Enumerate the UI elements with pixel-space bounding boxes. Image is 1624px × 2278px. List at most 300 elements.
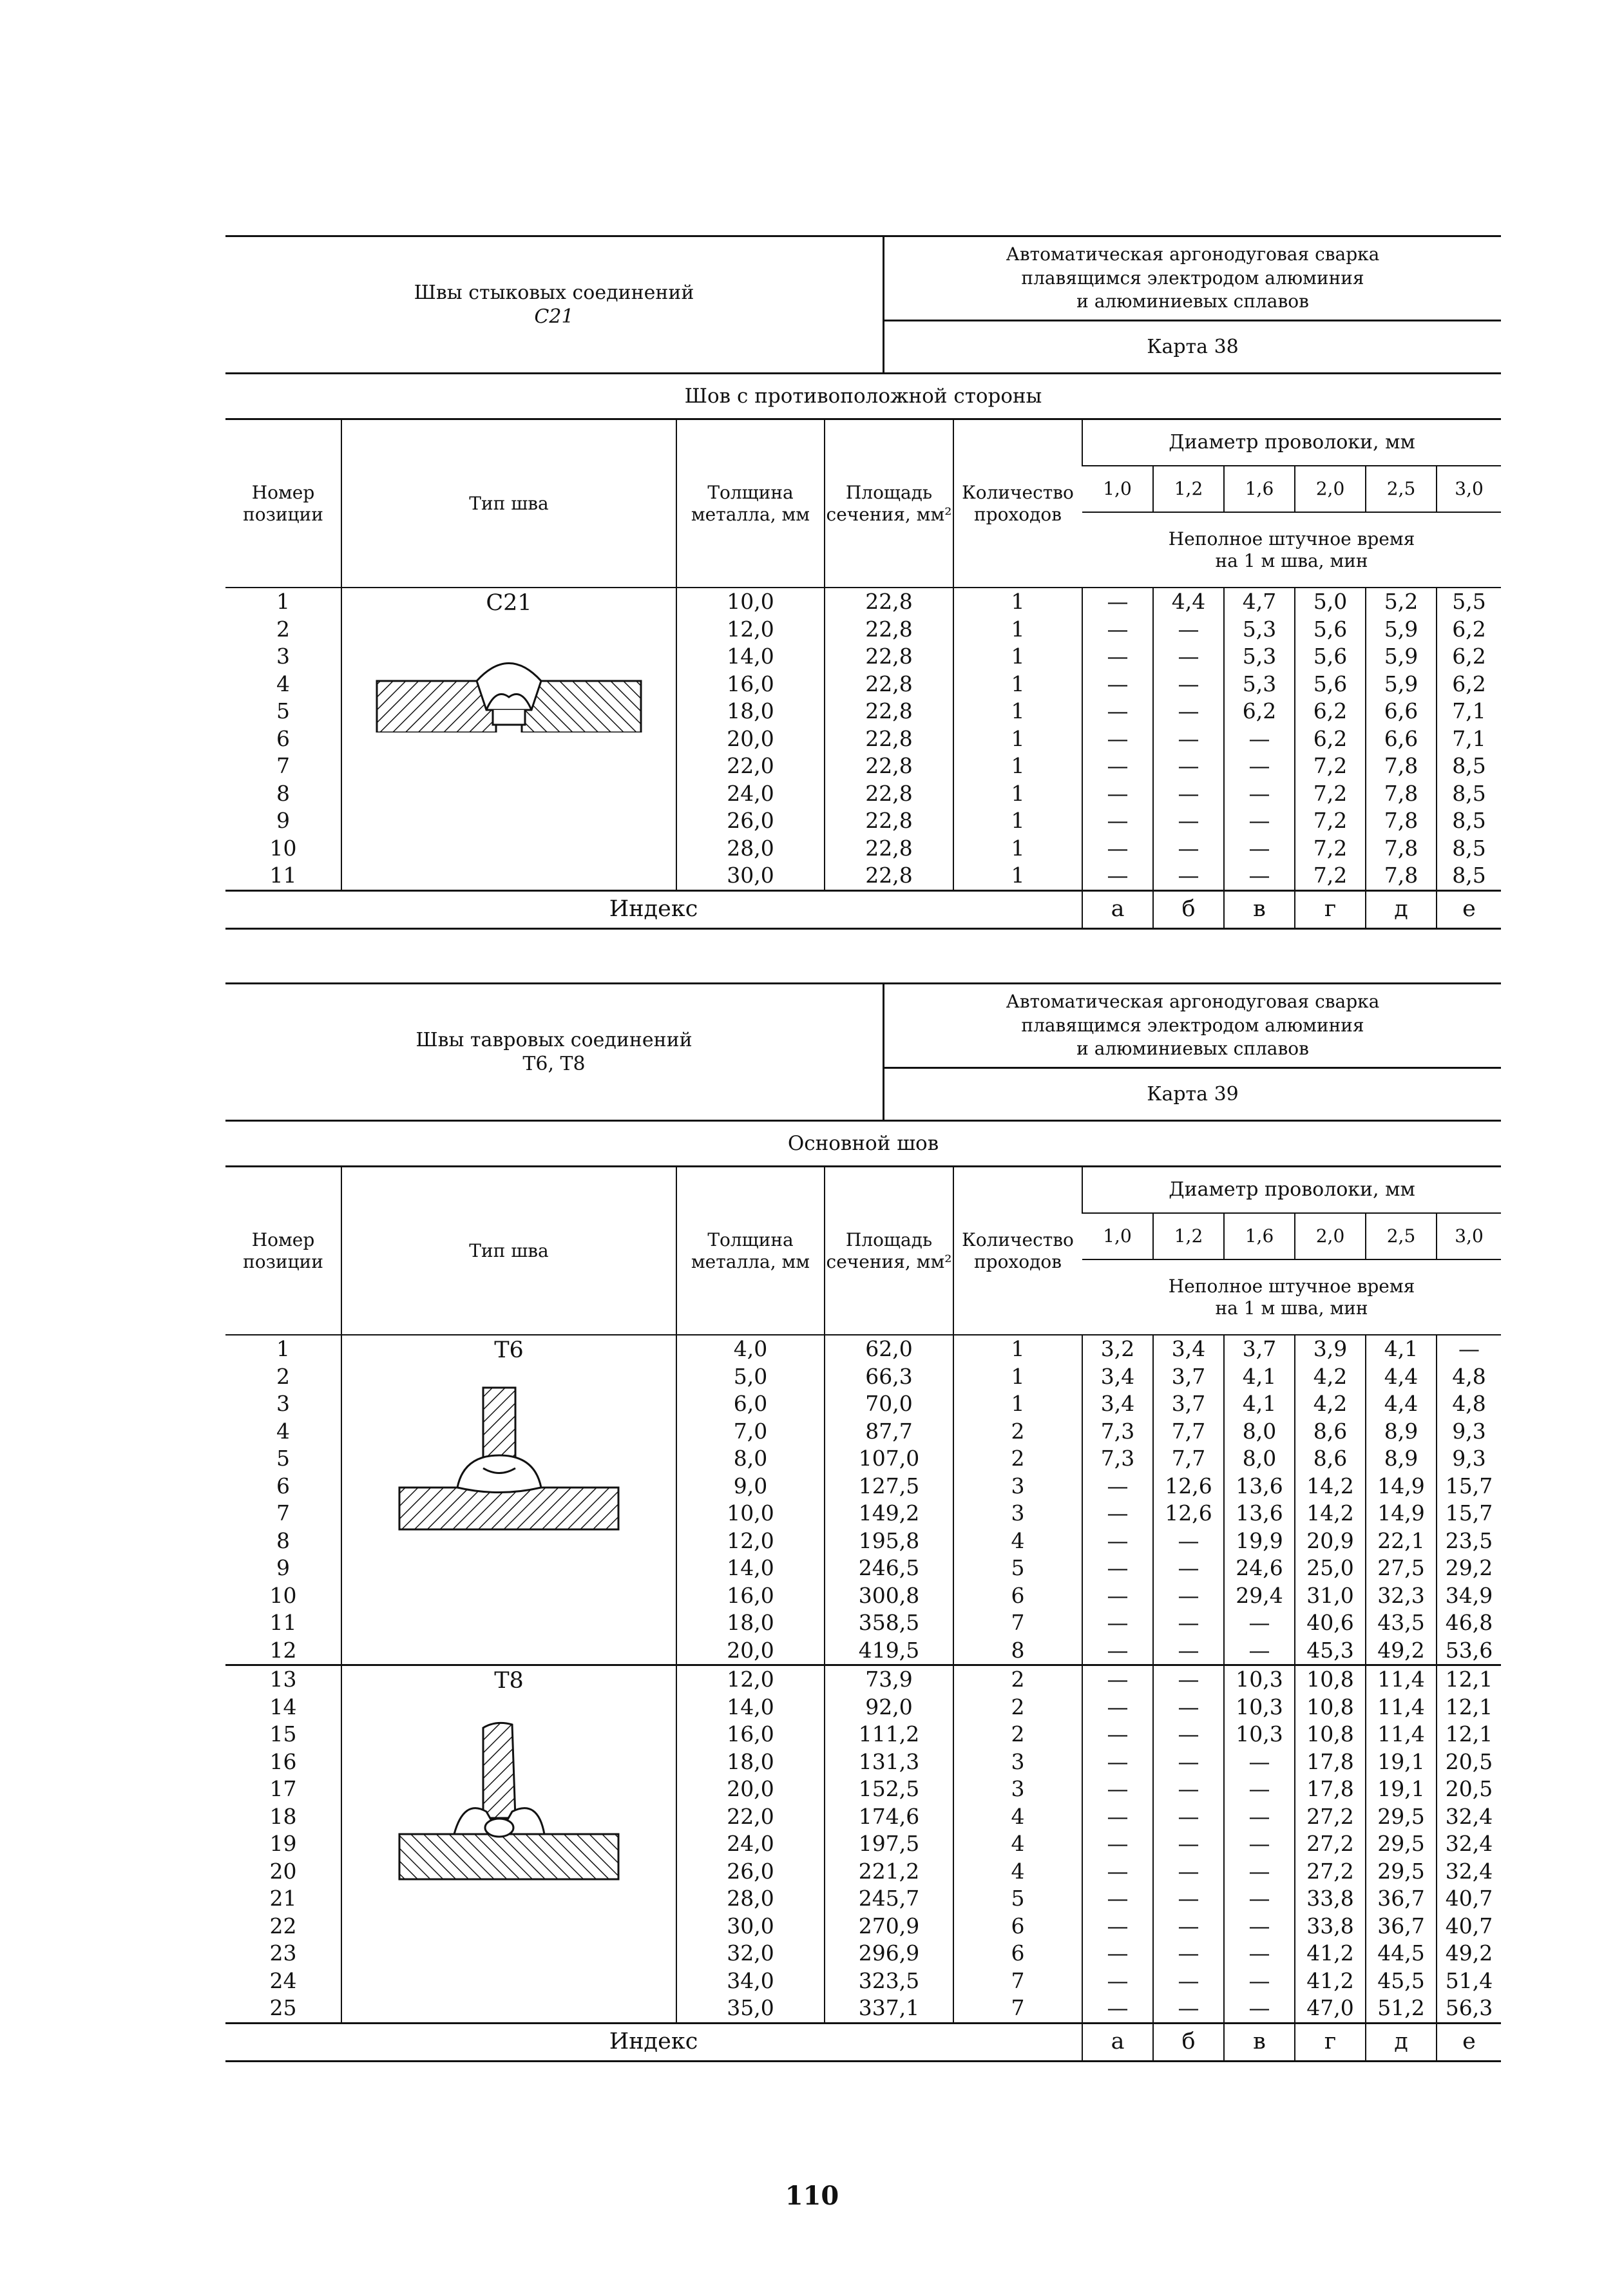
time-d3-0-cell: 32,4: [1437, 1803, 1501, 1831]
time-d2-5-cell: 22,1: [1366, 1527, 1437, 1555]
time-d1-0-cell: —: [1082, 752, 1153, 780]
card-38-rows: [225, 588, 1501, 928]
time-d1-2-cell: 7,7: [1153, 1445, 1224, 1473]
time-d1-2-cell: —: [1153, 835, 1224, 863]
time-d1-2-cell: 12,6: [1153, 1500, 1224, 1527]
time-d2-5-cell: 19,1: [1366, 1748, 1437, 1776]
index-cell: г: [1295, 890, 1366, 928]
card-39-rows: [225, 1335, 1501, 2061]
time-d1-6-cell: 8,0: [1224, 1418, 1295, 1446]
time-d2-0-cell: 41,2: [1295, 1967, 1366, 1995]
position-cell: 18: [269, 1803, 297, 1829]
time-d2-5-cell: 45,5: [1366, 1967, 1437, 1995]
time-d3-0-cell: 6,2: [1437, 616, 1501, 644]
area-cell: 107,0: [825, 1445, 953, 1473]
thickness-cell: 16,0: [676, 1721, 825, 1748]
position-cell: 2: [276, 616, 290, 642]
time-d1-2-cell: —: [1153, 1665, 1224, 1694]
time-d1-0-cell: —: [1082, 1665, 1153, 1694]
area-cell: 22,8: [825, 780, 953, 808]
time-d3-0-cell: 8,5: [1437, 835, 1501, 863]
time-d1-2-cell: —: [1153, 698, 1224, 725]
time-d1-2-cell: —: [1153, 1830, 1224, 1858]
time-d2-5-cell: 8,9: [1366, 1418, 1437, 1446]
position-cell: 9: [276, 1555, 290, 1580]
thickness-cell: 30,0: [676, 862, 825, 890]
time-d1-0-cell: 7,3: [1082, 1418, 1153, 1446]
tee-joint-t8-diagram: [393, 1715, 625, 1882]
thickness-cell: 14,0: [676, 1694, 825, 1721]
time-d2-0-cell: 27,2: [1295, 1858, 1366, 1886]
thickness-cell: 20,0: [676, 1637, 825, 1665]
time-d2-0-cell: 5,6: [1295, 616, 1366, 644]
time-d2-0-cell: 27,2: [1295, 1830, 1366, 1858]
time-d2-5-cell: 36,7: [1366, 1885, 1437, 1913]
col-area: Площадь сечения, мм²: [825, 1167, 953, 1335]
thickness-cell: 10,0: [676, 1500, 825, 1527]
time-d1-0-cell: —: [1082, 1694, 1153, 1721]
time-d1-2-cell: —: [1153, 807, 1224, 835]
time-d3-0-cell: 6,2: [1437, 671, 1501, 698]
time-d3-0-cell: 34,9: [1437, 1582, 1501, 1610]
passes-cell: 6: [953, 1940, 1082, 1967]
time-d2-5-cell: 32,3: [1366, 1582, 1437, 1610]
time-d1-6-cell: 10,3: [1224, 1665, 1295, 1694]
thickness-cell: 28,0: [676, 835, 825, 863]
area-cell: 221,2: [825, 1858, 953, 1886]
area-cell: 337,1: [825, 1995, 953, 2023]
passes-cell: 4: [953, 1527, 1082, 1555]
index-cell: а: [1082, 2023, 1153, 2061]
position-cell: 9: [276, 808, 290, 833]
time-d1-6-cell: 5,3: [1224, 643, 1295, 671]
card-38-header: [225, 235, 1501, 374]
thickness-cell: 22,0: [676, 752, 825, 780]
time-d3-0-cell: 7,1: [1437, 725, 1501, 753]
passes-cell: 2: [953, 1418, 1082, 1446]
time-d1-6-cell: 13,6: [1224, 1473, 1295, 1500]
passes-cell: 2: [953, 1445, 1082, 1473]
position-cell: 8: [276, 1527, 290, 1553]
position-cell: 10: [269, 835, 297, 861]
time-d1-6-cell: —: [1224, 780, 1295, 808]
passes-cell: 1: [953, 1390, 1082, 1418]
time-d1-6-cell: —: [1224, 1885, 1295, 1913]
area-cell: 419,5: [825, 1637, 953, 1665]
time-d2-0-cell: 5,6: [1295, 643, 1366, 671]
position-cell: 7: [276, 1500, 290, 1526]
time-d1-2-cell: 7,7: [1153, 1418, 1224, 1446]
area-cell: 195,8: [825, 1527, 953, 1555]
time-d1-2-cell: —: [1153, 1609, 1224, 1637]
joint-type-title: [225, 237, 884, 372]
time-d1-2-cell: —: [1153, 1913, 1224, 1940]
position-cell: 25: [269, 1995, 297, 2020]
seam-type-cell: [341, 588, 676, 890]
area-cell: 22,8: [825, 671, 953, 698]
position-cell: 14: [269, 1694, 297, 1719]
index-cell: б: [1153, 890, 1224, 928]
time-label: [1082, 1259, 1501, 1335]
time-d2-5-cell: 14,9: [1366, 1473, 1437, 1500]
time-d2-5-cell: 51,2: [1366, 1995, 1437, 2023]
area-cell: 87,7: [825, 1418, 953, 1446]
area-cell: 246,5: [825, 1555, 953, 1582]
index-row: [225, 2023, 1501, 2061]
col-passes: Количество проходов: [953, 420, 1082, 588]
time-label-line-2: на 1 м шва, мин: [1215, 1297, 1368, 1319]
col-seam-type: Тип шва: [341, 420, 676, 588]
thickness-cell: 16,0: [676, 1582, 825, 1610]
position-cell: 8: [276, 780, 290, 806]
card-39-table: [225, 1167, 1501, 2062]
index-cell: е: [1437, 2023, 1501, 2061]
time-d2-0-cell: 10,8: [1295, 1694, 1366, 1721]
time-d3-0-cell: 20,5: [1437, 1776, 1501, 1803]
seam-type-label: С21: [486, 590, 532, 616]
thickness-cell: 26,0: [676, 807, 825, 835]
time-d3-0-cell: 7,1: [1437, 698, 1501, 725]
seam-type-cell: [341, 1335, 676, 1665]
area-cell: 92,0: [825, 1694, 953, 1721]
thickness-cell: 18,0: [676, 1748, 825, 1776]
time-d1-2-cell: 12,6: [1153, 1473, 1224, 1500]
time-d2-0-cell: 7,2: [1295, 780, 1366, 808]
time-d3-0-cell: 51,4: [1437, 1967, 1501, 1995]
time-d1-0-cell: —: [1082, 1830, 1153, 1858]
time-d1-6-cell: —: [1224, 1776, 1295, 1803]
time-d1-0-cell: —: [1082, 1748, 1153, 1776]
time-d3-0-cell: 8,5: [1437, 807, 1501, 835]
col-seam-type: Тип шва: [341, 1167, 676, 1335]
joint-code: С21: [534, 305, 574, 328]
thickness-cell: 7,0: [676, 1418, 825, 1446]
time-d2-5-cell: 4,4: [1366, 1390, 1437, 1418]
time-d3-0-cell: 9,3: [1437, 1418, 1501, 1446]
area-cell: 131,3: [825, 1748, 953, 1776]
passes-cell: 1: [953, 725, 1082, 753]
time-d2-5-cell: 27,5: [1366, 1555, 1437, 1582]
passes-cell: 1: [953, 588, 1082, 616]
col-position: Номер позиции: [225, 1167, 341, 1335]
time-d1-6-cell: 5,3: [1224, 616, 1295, 644]
time-d3-0-cell: 32,4: [1437, 1830, 1501, 1858]
time-d3-0-cell: 56,3: [1437, 1995, 1501, 2023]
thickness-cell: 14,0: [676, 643, 825, 671]
position-cell: 13: [225, 1665, 341, 1694]
thickness-cell: 12,0: [676, 1527, 825, 1555]
time-d1-2-cell: 3,4: [1153, 1335, 1224, 1363]
time-d2-0-cell: 6,2: [1295, 698, 1366, 725]
time-d1-6-cell: —: [1224, 1995, 1295, 2023]
col-position: Номер позиции: [225, 420, 341, 588]
time-d2-5-cell: 5,9: [1366, 671, 1437, 698]
time-d1-0-cell: —: [1082, 671, 1153, 698]
time-d2-5-cell: 11,4: [1366, 1721, 1437, 1748]
time-d1-2-cell: —: [1153, 1995, 1224, 2023]
time-d1-6-cell: —: [1224, 1803, 1295, 1831]
time-d3-0-cell: 32,4: [1437, 1858, 1501, 1886]
index-label: Индекс: [225, 2023, 1082, 2061]
time-d2-0-cell: 17,8: [1295, 1748, 1366, 1776]
seam-type-label: Т6: [494, 1337, 524, 1363]
area-cell: 300,8: [825, 1582, 953, 1610]
index-cell: в: [1224, 890, 1295, 928]
position-cell: 12: [269, 1637, 297, 1663]
time-d2-5-cell: 5,9: [1366, 643, 1437, 671]
thickness-cell: 6,0: [676, 1390, 825, 1418]
thickness-cell: 9,0: [676, 1473, 825, 1500]
time-d2-5-cell: 5,9: [1366, 616, 1437, 644]
time-d1-6-cell: 13,6: [1224, 1500, 1295, 1527]
time-d1-2-cell: —: [1153, 1858, 1224, 1886]
position-cell: 2: [276, 1363, 290, 1389]
time-d1-0-cell: —: [1082, 1582, 1153, 1610]
time-d1-2-cell: —: [1153, 1527, 1224, 1555]
time-d2-0-cell: 41,2: [1295, 1940, 1366, 1967]
time-d1-0-cell: —: [1082, 1885, 1153, 1913]
time-d2-0-cell: 25,0: [1295, 1555, 1366, 1582]
index-cell: д: [1366, 890, 1437, 928]
time-d1-6-cell: 19,9: [1224, 1527, 1295, 1555]
thickness-cell: 22,0: [676, 1803, 825, 1831]
time-d2-5-cell: 29,5: [1366, 1830, 1437, 1858]
time-d1-0-cell: —: [1082, 1967, 1153, 1995]
position-cell: 4: [276, 671, 290, 696]
butt-joint-diagram: [374, 649, 644, 732]
position-cell: 15: [269, 1721, 297, 1747]
diameter-1-0: 1,0: [1082, 1213, 1153, 1259]
area-cell: 22,8: [825, 643, 953, 671]
time-d3-0-cell: 8,5: [1437, 780, 1501, 808]
time-d1-0-cell: —: [1082, 835, 1153, 863]
thickness-cell: 10,0: [676, 588, 825, 616]
time-d3-0-cell: 8,5: [1437, 752, 1501, 780]
time-d3-0-cell: 12,1: [1437, 1721, 1501, 1748]
position-cell: 23: [269, 1940, 297, 1966]
position-cell: 4: [276, 1418, 290, 1444]
index-cell: г: [1295, 2023, 1366, 2061]
time-d2-5-cell: 14,9: [1366, 1500, 1437, 1527]
time-d1-6-cell: —: [1224, 807, 1295, 835]
process-line-1: Автоматическая аргонодуговая сварка: [1006, 244, 1380, 265]
process-block: [884, 984, 1501, 1120]
card-number: Карта 39: [1147, 1083, 1239, 1106]
time-d2-5-cell: 7,8: [1366, 835, 1437, 863]
passes-cell: 4: [953, 1858, 1082, 1886]
time-d1-2-cell: —: [1153, 1803, 1224, 1831]
diameter-2-0: 2,0: [1295, 466, 1366, 512]
time-d2-0-cell: 7,2: [1295, 807, 1366, 835]
time-d3-0-cell: 20,5: [1437, 1748, 1501, 1776]
time-d1-6-cell: —: [1224, 835, 1295, 863]
time-d3-0-cell: 12,1: [1437, 1694, 1501, 1721]
card-38: [225, 235, 1501, 930]
time-d3-0-cell: 23,5: [1437, 1527, 1501, 1555]
position-cell: 10: [269, 1582, 297, 1608]
position-cell: 24: [269, 1967, 297, 1993]
time-d2-5-cell: 36,7: [1366, 1913, 1437, 1940]
time-d1-2-cell: —: [1153, 725, 1224, 753]
time-d3-0-cell: 40,7: [1437, 1913, 1501, 1940]
diameter-3-0: 3,0: [1437, 466, 1501, 512]
area-cell: 22,8: [825, 862, 953, 890]
thickness-cell: 34,0: [676, 1967, 825, 1995]
time-label-line-1: Неполное штучное время: [1168, 1275, 1415, 1297]
position-cell: 17: [269, 1776, 297, 1801]
time-d1-2-cell: —: [1153, 780, 1224, 808]
process-block: [884, 237, 1501, 372]
time-d1-6-cell: 10,3: [1224, 1694, 1295, 1721]
time-label-line-1: Неполное штучное время: [1168, 528, 1415, 550]
thickness-cell: 24,0: [676, 1830, 825, 1858]
passes-cell: 1: [953, 698, 1082, 725]
card-number: Карта 38: [1147, 336, 1239, 358]
area-cell: 22,8: [825, 725, 953, 753]
area-cell: 73,9: [825, 1665, 953, 1694]
area-cell: 22,8: [825, 588, 953, 616]
time-d1-0-cell: —: [1082, 807, 1153, 835]
area-cell: 323,5: [825, 1967, 953, 1995]
passes-cell: 4: [953, 1830, 1082, 1858]
time-d2-0-cell: 40,6: [1295, 1609, 1366, 1637]
thickness-cell: 28,0: [676, 1885, 825, 1913]
passes-cell: 1: [953, 835, 1082, 863]
time-d1-2-cell: —: [1153, 1776, 1224, 1803]
time-d2-0-cell: 45,3: [1295, 1637, 1366, 1665]
time-d2-5-cell: 29,5: [1366, 1803, 1437, 1831]
joint-code: Т6, Т8: [522, 1053, 586, 1075]
area-cell: 22,8: [825, 616, 953, 644]
time-d3-0-cell: 4,8: [1437, 1363, 1501, 1391]
time-d1-0-cell: 7,3: [1082, 1445, 1153, 1473]
time-d3-0-cell: 4,8: [1437, 1390, 1501, 1418]
col-wire-diameter: Диаметр проволоки, мм: [1082, 420, 1501, 466]
passes-cell: 7: [953, 1609, 1082, 1637]
position-cell: 7: [276, 753, 290, 778]
time-d1-0-cell: —: [1082, 1803, 1153, 1831]
process-title: [884, 237, 1501, 321]
time-d1-6-cell: —: [1224, 1940, 1295, 1967]
time-d2-0-cell: 8,6: [1295, 1445, 1366, 1473]
position-cell: 21: [269, 1886, 297, 1911]
passes-cell: 3: [953, 1748, 1082, 1776]
thickness-cell: 26,0: [676, 1858, 825, 1886]
time-d1-2-cell: —: [1153, 1885, 1224, 1913]
joint-type-label: Швы стыковых соединений: [414, 281, 694, 304]
time-d2-0-cell: 6,2: [1295, 725, 1366, 753]
passes-cell: 3: [953, 1776, 1082, 1803]
time-d3-0-cell: 6,2: [1437, 643, 1501, 671]
time-d1-2-cell: —: [1153, 1694, 1224, 1721]
time-d1-0-cell: —: [1082, 1940, 1153, 1967]
time-d2-0-cell: 31,0: [1295, 1582, 1366, 1610]
time-d3-0-cell: 8,5: [1437, 862, 1501, 890]
thickness-cell: 35,0: [676, 1995, 825, 2023]
time-label: [1082, 512, 1501, 588]
time-d2-5-cell: 6,6: [1366, 725, 1437, 753]
seam-diagram: [342, 1715, 676, 1890]
position-cell: 11: [269, 1610, 297, 1635]
area-cell: 70,0: [825, 1390, 953, 1418]
area-cell: 111,2: [825, 1721, 953, 1748]
col-wire-diameter: Диаметр проволоки, мм: [1082, 1167, 1501, 1213]
time-d1-2-cell: —: [1153, 616, 1224, 644]
time-d1-0-cell: —: [1082, 1913, 1153, 1940]
thickness-cell: 16,0: [676, 671, 825, 698]
time-d2-0-cell: 10,8: [1295, 1721, 1366, 1748]
time-d1-2-cell: —: [1153, 671, 1224, 698]
time-d2-0-cell: 17,8: [1295, 1776, 1366, 1803]
time-d1-6-cell: —: [1224, 725, 1295, 753]
diameter-1-2: 1,2: [1153, 1213, 1224, 1259]
seam-type-label: Т8: [494, 1668, 524, 1694]
time-d2-5-cell: 7,8: [1366, 807, 1437, 835]
passes-cell: 6: [953, 1582, 1082, 1610]
time-d2-5-cell: 6,6: [1366, 698, 1437, 725]
time-d1-0-cell: 3,2: [1082, 1335, 1153, 1363]
time-d3-0-cell: 15,7: [1437, 1473, 1501, 1500]
position-cell: 3: [276, 1391, 290, 1416]
time-d1-6-cell: 8,0: [1224, 1445, 1295, 1473]
time-d1-6-cell: 3,7: [1224, 1335, 1295, 1363]
joint-type-label: Швы тавровых соединений: [416, 1028, 693, 1051]
time-d2-0-cell: 14,2: [1295, 1500, 1366, 1527]
col-passes: Количество проходов: [953, 1167, 1082, 1335]
position-cell: 22: [269, 1913, 297, 1938]
time-d1-6-cell: —: [1224, 862, 1295, 890]
time-d1-0-cell: —: [1082, 1500, 1153, 1527]
time-d2-0-cell: 5,0: [1295, 588, 1366, 616]
index-cell: б: [1153, 2023, 1224, 2061]
process-line-1: Автоматическая аргонодуговая сварка: [1006, 991, 1380, 1013]
time-d2-0-cell: 4,2: [1295, 1390, 1366, 1418]
time-d1-6-cell: —: [1224, 1913, 1295, 1940]
time-d1-2-cell: —: [1153, 1582, 1224, 1610]
process-title: [884, 984, 1501, 1069]
time-d1-0-cell: —: [1082, 616, 1153, 644]
index-cell: в: [1224, 2023, 1295, 2061]
passes-cell: 2: [953, 1694, 1082, 1721]
time-d2-0-cell: 14,2: [1295, 1473, 1366, 1500]
time-d2-0-cell: 20,9: [1295, 1527, 1366, 1555]
area-cell: 296,9: [825, 1940, 953, 1967]
time-d2-0-cell: 7,2: [1295, 862, 1366, 890]
thickness-cell: 14,0: [676, 1555, 825, 1582]
position-cell: 3: [276, 644, 290, 669]
passes-cell: 4: [953, 1803, 1082, 1831]
passes-cell: 1: [953, 807, 1082, 835]
time-d1-0-cell: 3,4: [1082, 1363, 1153, 1391]
time-d3-0-cell: 53,6: [1437, 1637, 1501, 1665]
time-d3-0-cell: 15,7: [1437, 1500, 1501, 1527]
table-row: [225, 588, 1501, 616]
area-cell: 22,8: [825, 752, 953, 780]
time-d1-6-cell: 4,1: [1224, 1363, 1295, 1391]
time-d2-5-cell: 5,2: [1366, 588, 1437, 616]
area-cell: 270,9: [825, 1913, 953, 1940]
process-line-3: и алюминиевых сплавов: [1076, 1038, 1309, 1060]
col-area: Площадь сечения, мм²: [825, 420, 953, 588]
time-d1-2-cell: —: [1153, 1721, 1224, 1748]
time-d3-0-cell: 12,1: [1437, 1665, 1501, 1694]
passes-cell: 8: [953, 1637, 1082, 1665]
time-d1-0-cell: —: [1082, 1527, 1153, 1555]
time-d2-5-cell: 11,4: [1366, 1694, 1437, 1721]
time-d1-6-cell: —: [1224, 1748, 1295, 1776]
area-cell: 245,7: [825, 1885, 953, 1913]
time-d2-5-cell: 8,9: [1366, 1445, 1437, 1473]
